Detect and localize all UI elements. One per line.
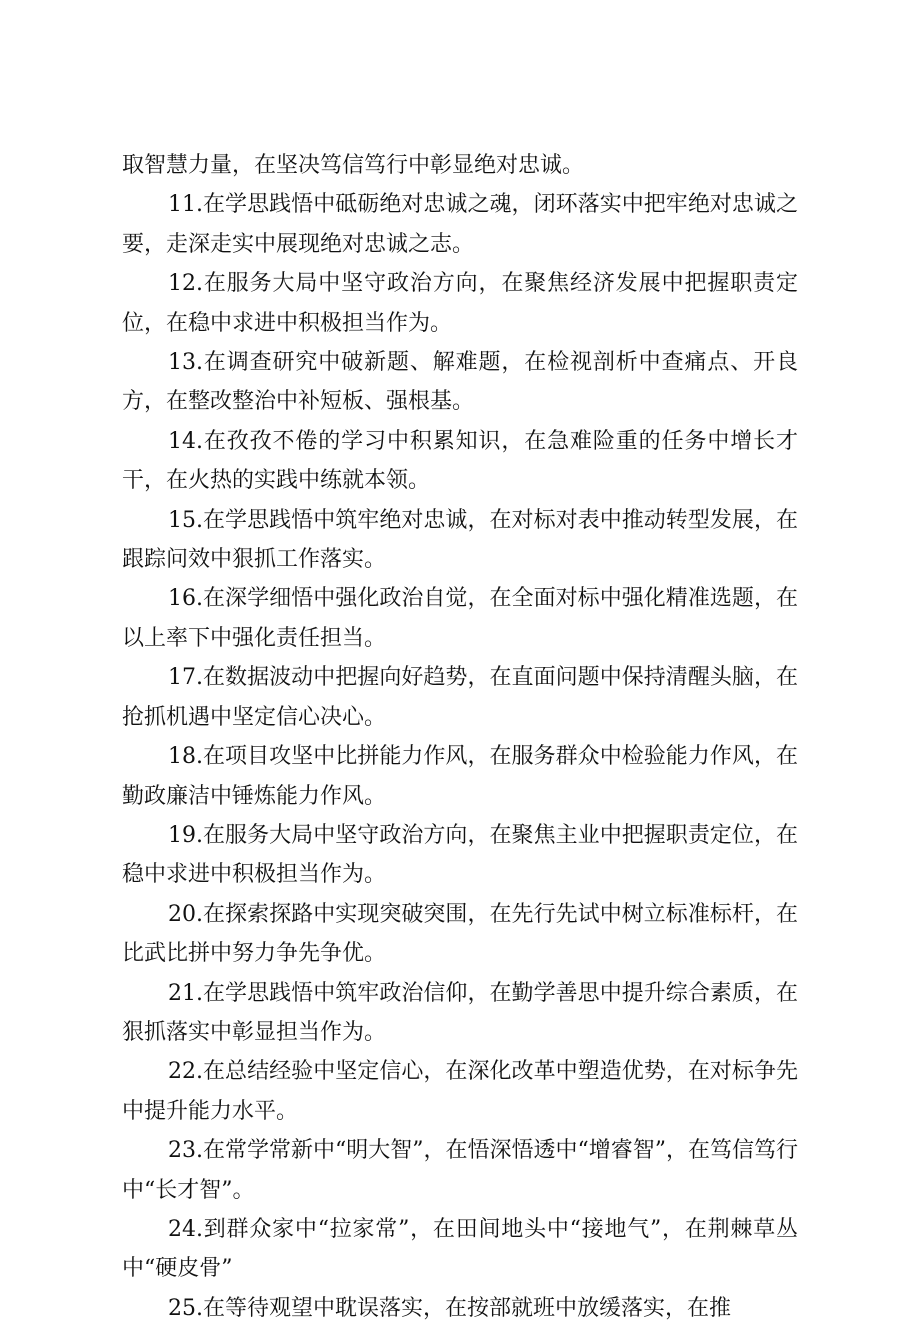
paragraph-item-22: 22.在总结经验中坚定信心，在深化改革中塑造优势，在对标争先中提升能力水平。 (122, 1059, 798, 1124)
paragraph-item-21: 21.在学思践悟中筑牢政治信仰，在勤学善思中提升综合素质，在狠抓落实中彰显担当作为。 (122, 980, 798, 1045)
paragraph-item-24: 24.到群众家中“拉家常”，在田间地头中“接地气”，在荆棘草丛中“硬皮骨” (122, 1216, 798, 1282)
paragraph-item-18: 18.在项目攻坚中比拼能力作风，在服务群众中检验能力作风，在勤政廉洁中锤炼能力作风。 (122, 744, 798, 809)
paragraph-continuation: 取智慧力量，在坚决笃信笃行中彰显绝对忠诚。 (122, 153, 585, 178)
paragraph-item-17: 17.在数据波动中把握向好趋势，在直面问题中保持清醒头脑，在抢抓机遇中坚定信心决心。 (122, 665, 798, 730)
paragraph-item-16: 16.在深学细悟中强化政治自觉，在全面对标中强化精准选题，在以上率下中强化责任担当。 (122, 586, 798, 651)
paragraph-item-13: 13.在调查研究中破新题、解难题，在检视剖析中查痛点、开良方，在整改整治中补短板、强根基。 (122, 350, 798, 415)
paragraph-item-20: 20.在探索探路中实现突破突围，在先行先试中树立标准标杆，在比武比拼中努力争先争优。 (122, 901, 798, 967)
paragraph-item-14: 14.在孜孜不倦的学习中积累知识，在急难险重的任务中增长才干，在火热的实践中练就本领。 (122, 428, 798, 494)
paragraph-item-12: 12.在服务大局中坚守政治方向，在聚焦经济发展中把握职责定位，在稳中求进中积极担当作为。 (122, 271, 798, 336)
paragraph-item-25: 25.在等待观望中耽误落实，在按部就班中放缓落实，在推 (168, 1295, 731, 1321)
paragraph-item-11: 11.在学思践悟中砥砺绝对忠诚之魂，闭环落实中把牢绝对忠诚之要，走深走实中展现绝对忠诚之志。 (122, 192, 798, 257)
paragraph-item-15: 15.在学思践悟中筑牢绝对忠诚，在对标对表中推动转型发展，在跟踪问效中狠抓工作落实。 (122, 507, 798, 573)
paragraph-item-19: 19.在服务大局中坚守政治方向，在聚焦主业中把握职责定位，在稳中求进中积极担当作为。 (122, 822, 798, 888)
paragraph-item-23: 23.在常学常新中“明大智”，在悟深悟透中“增睿智”，在笃信笃行中“长才智”。 (122, 1138, 798, 1203)
document-body (122, 146, 798, 1328)
